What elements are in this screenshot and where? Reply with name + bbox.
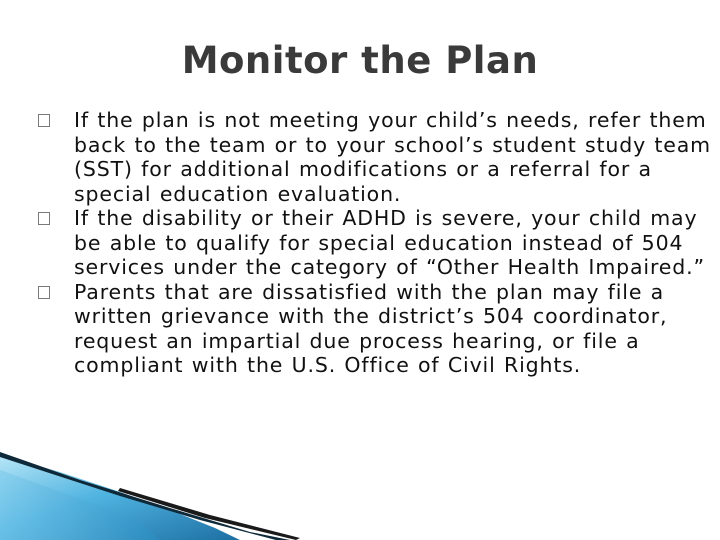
bullet-text: If the plan is not meeting your child’s needs, refer them back to the team or to your school’s student study team (SST) for additional modifications or a referral for a special education evaluation. bbox=[74, 108, 712, 206]
square-bullet-icon bbox=[38, 212, 50, 225]
bullet-item bbox=[52, 280, 712, 378]
slide-title-text: Monitor the Plan bbox=[181, 39, 539, 82]
corner-wave-highlight bbox=[0, 470, 160, 540]
square-bullet-icon bbox=[38, 114, 50, 127]
bullet-text: Parents that are dissatisfied with the plan may file a written grievance with the district’s 504 coordinator, request an impartial due process hearing, or file a compliant with the U.S. Office of Civil Rights. bbox=[74, 279, 668, 377]
corner-wave-fill bbox=[0, 455, 240, 540]
bullet-item bbox=[52, 108, 712, 206]
bullet-text: If the disability or their ADHD is severe, your child may be able to qualify for special education instead of 504 services under the category of “Other Health Impaired.” bbox=[74, 206, 705, 279]
square-bullet-icon bbox=[38, 286, 50, 299]
corner-dark-stripe bbox=[0, 452, 290, 540]
corner-thin-stripe bbox=[118, 488, 300, 540]
bullet-item bbox=[52, 206, 712, 280]
slide-title bbox=[0, 36, 720, 86]
bullet-list bbox=[52, 108, 712, 378]
